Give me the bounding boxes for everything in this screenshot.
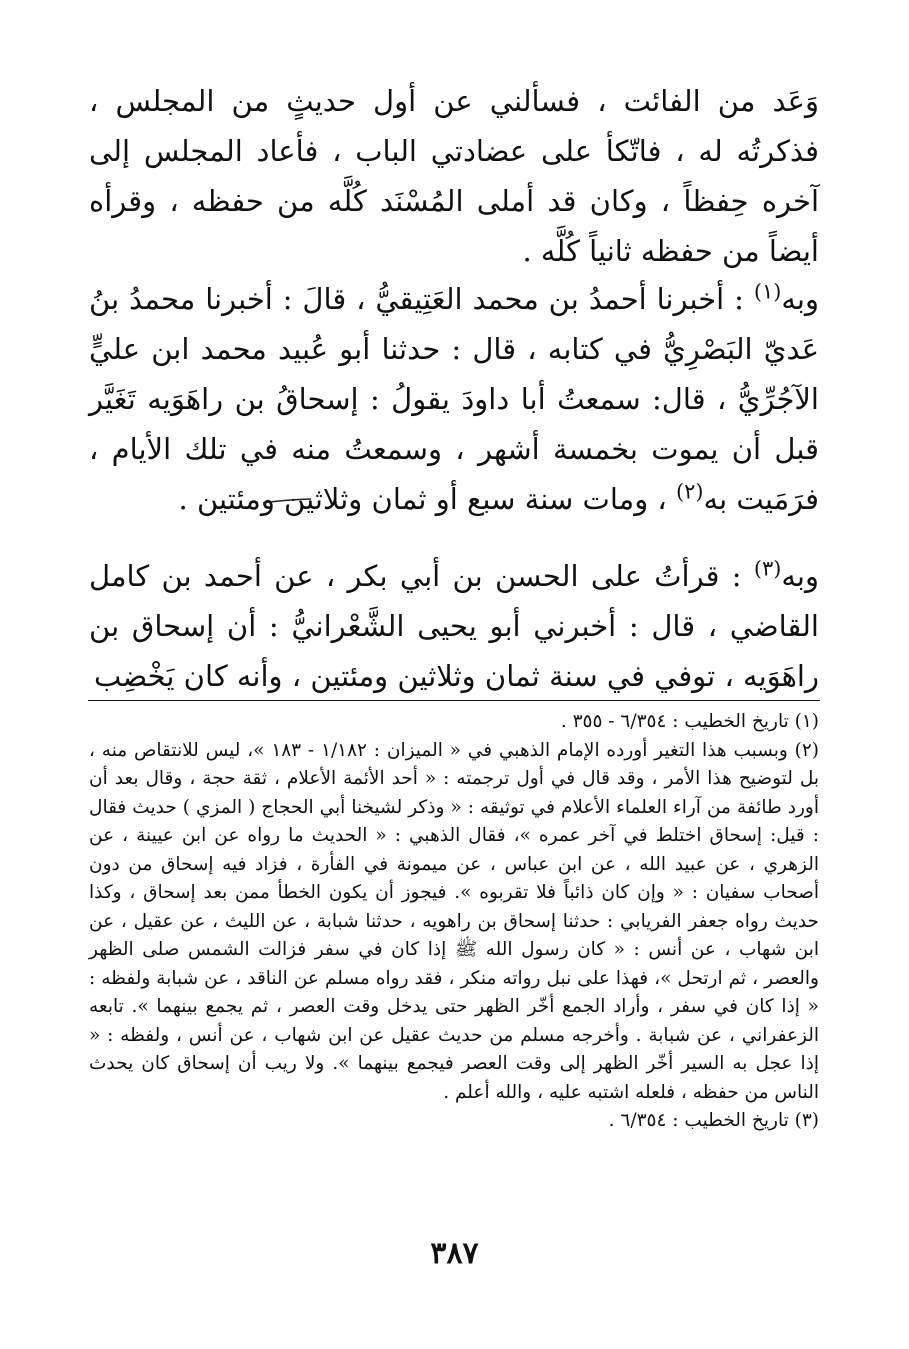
footnote-ref-3: (٣) bbox=[753, 556, 782, 581]
footnote-3-mark: (٣) bbox=[794, 1110, 819, 1131]
paragraph-2-text-2: ، ومات سنة سبع أو ثمان وثلاثين ومئتين . bbox=[178, 482, 676, 516]
body-paragraph-1 bbox=[89, 76, 819, 276]
paragraph-3-text: : قرأتُ على الحسن بن أبي بكر ، عن أحمد بن كامل القاضي ، قال : أخبرني أبو يحيى الشَّعْرانيُّ : أن إسحاق بن راهَوَيه ، توفي في سنة ثمان وثلاثين ومئتين ، وأنه كان يَخْضِب bbox=[89, 559, 819, 693]
paragraph-2-lead: وبه bbox=[781, 282, 819, 316]
page-number: ٣٨٧ bbox=[430, 1236, 479, 1271]
footnote-1 bbox=[89, 708, 819, 737]
footnote-2-mark: (٢) bbox=[794, 739, 819, 761]
footnote-2-text: وبسبب هذا التغير أورده الإمام الذهبي في « الميزان : ١/١٨٢ - ١٨٣ »، ليس للانتقاص منه ، بل لتوضيح هذا الأمر ، وقد قال في أول ترجمته : « أحد الأئمة الأعلام ، ثقة حجة ، وقال بعد أن أورد طائفة من آراء العلماء الأعلام في توثيقه : « وذكر لشيخنا أبي الحجاج ( المزي ) حديث فقال : قيل: إسحاق اختلط في آخر عمره »، فقال الذهبي : « الحديث ما رواه عن ابن عيينة ، عن الزهري ، عن عبيد الله ، عن ابن عباس ، عن ميمونة في الفأرة ، فزاد فيه إسحاق من دون أصحاب سفيان : « وإن كان ذائباً فلا تقربوه ». فيجوز أن يكون الخطأ ممن بعد إسحاق ، وكذا حديث رواه جعفر الفريابي : حدثنا إسحاق بن راهويه ، حدثنا شبابة ، عن الليث ، عن عقيل ، عن ابن شهاب ، عن أنس : « كان رسول الله ﷺ إذا كان في سفر فزالت الشمس صلى الظهر والعصر ، ثم ارتحل »، فهذا على نبل رواته منكر ، فقد رواه مسلم عن الناقد ، عن شبابة ولفظه : « إذا كان في سفر ، وأراد الجمع أخّر الظهر حتى يدخل وقت العصر ، ثم يجمع بينهما ». تابعه الزعفراني ، عن شبابة . وأخرجه مسلم من حديث عقيل عن ابن شهاب ، عن أنس ، ولفظه : « إذا عجل به السير أخّر الظهر إلى وقت العصر فيجمع بينهما ». ولا ريب أن إسحاق كان يحدث الناس من حفظه ، فلعله اشتبه عليه ، والله أعلم . bbox=[89, 739, 819, 1103]
footnote-separator bbox=[88, 700, 820, 701]
paragraph-3-lead: وبه bbox=[781, 559, 819, 593]
paragraph-1-text: وَعَد من الفائت ، فسألني عن أول حديثٍ من المجلس ، فذكرتُه له ، فاتّكأ على عضادتي الباب ، فأعاد المجلس إلى آخره حِفظاً ، وكان قد أملى المُسْنَد كُلَّه من حفظه ، وقرأه أيضاً من حفظه ثانياً كُلَّه . bbox=[89, 84, 819, 268]
footnote-ref-1: (١) bbox=[753, 279, 782, 304]
footnote-2 bbox=[89, 737, 819, 1108]
paragraph-2-text-1: : أخبرنا أحمدُ بن محمد العَتِيقيُّ ، قالَ : أخبرنا محمدُ بنُ عَديّ البَصْرِيُّ في كتابه ، قال : حدثنا أبو عُبيد محمد ابن عليٍّ الآجُرِّيُّ ، قال: سمعتُ أبا داودَ يقولُ : إسحاقُ بن راهَوَيه تَغَيَّر قبل أن يموت بخمسة أشهر ، وسمعتُ منه في تلك الأيام ، فرَمَيت به bbox=[89, 282, 819, 516]
body-paragraph-2 bbox=[89, 274, 819, 524]
footnotes-block bbox=[89, 708, 819, 1136]
body-paragraph-3 bbox=[89, 551, 819, 701]
pen-underline-mark bbox=[262, 498, 312, 504]
footnote-3-text: تاريخ الخطيب : ٦/٣٥٤ . bbox=[608, 1110, 795, 1131]
footnote-1-text: تاريخ الخطيب : ٦/٣٥٤ - ٣٥٥ . bbox=[560, 711, 795, 732]
footnote-1-mark: (١) bbox=[794, 711, 819, 732]
footnote-3 bbox=[89, 1107, 819, 1136]
footnote-ref-2: (٢) bbox=[676, 479, 704, 504]
